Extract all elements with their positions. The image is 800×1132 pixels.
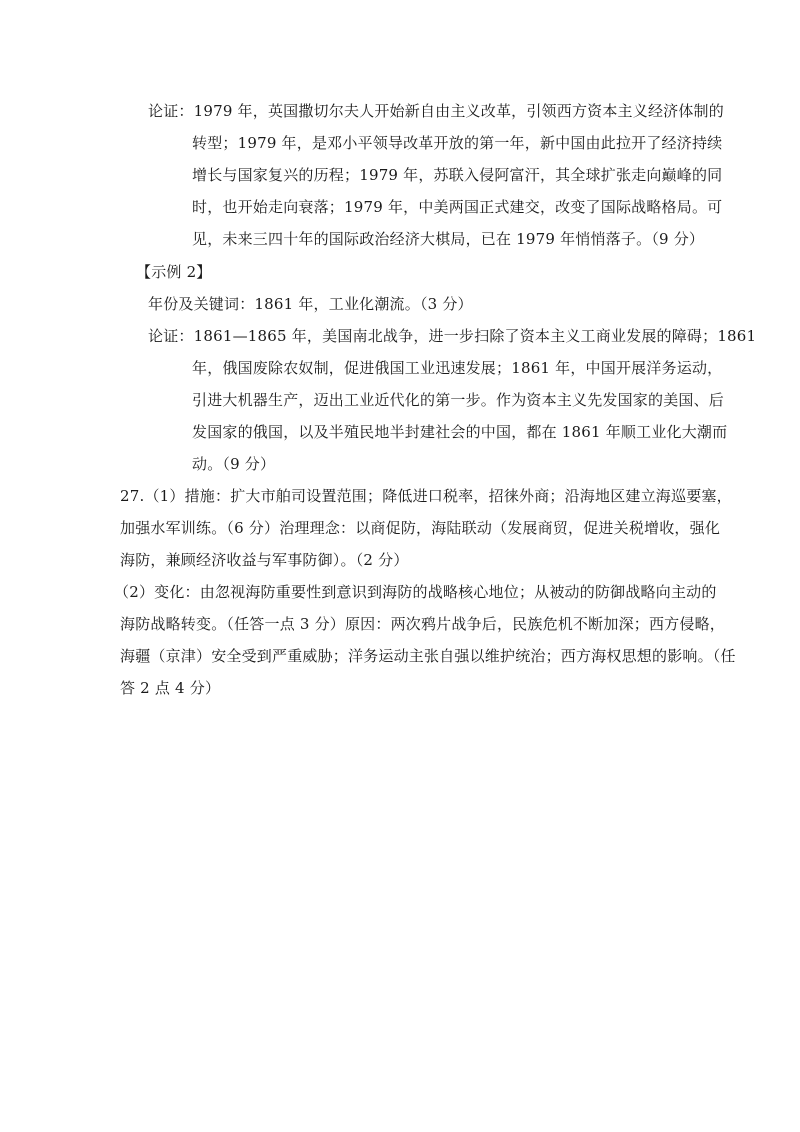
text-line: 时，也开始走向衰落；1979 年，中美两国正式建交，改变了国际战略格局。可 bbox=[192, 198, 723, 216]
text-line: 年份及关键词：1861 年，工业化潮流。（3 分） bbox=[148, 295, 473, 313]
text-line: 加强水军训练。（6 分）治理理念：以商促防，海陆联动（发展商贸，促进关税增收，强化 bbox=[120, 519, 721, 537]
text-line: 见，未来三四十年的国际政治经济大棋局，已在 1979 年悄悄落子。（9 分） bbox=[192, 230, 705, 248]
text-line: 引进大机器生产，迈出工业近代化的第一步。作为资本主义先发国家的美国、后 bbox=[192, 391, 725, 409]
text-line: （2）变化：由忽视海防重要性到意识到海防的战略核心地位；从被动的防御战略向主动的 bbox=[114, 583, 717, 601]
question-27-text: 27.（1）措施：扩大市舶司设置范围；降低进口税率，招徕外商；沿海地区建立海巡要塞， bbox=[120, 487, 732, 505]
text-line: 动。（9 分） bbox=[192, 455, 276, 473]
text-line: 海疆（京津）安全受到严重威胁；洋务运动主张自强以维护统治；西方海权思想的影响。（任 bbox=[120, 647, 736, 665]
text-line: 海防战略转变。（任答一点 3 分）原因：两次鸦片战争后，民族危机不断加深；西方侵略， bbox=[120, 615, 725, 633]
text-line: 增长与国家复兴的历程；1979 年，苏联入侵阿富汗，其全球扩张走向巅峰的同 bbox=[192, 166, 723, 184]
text-line: 年，俄国废除农奴制，促进俄国工业迅速发展；1861 年，中国开展洋务运动， bbox=[192, 359, 723, 377]
example-heading: 【示例 2】 bbox=[136, 263, 212, 281]
text-line: 转型；1979 年，是邓小平领导改革开放的第一年，新中国由此拉开了经济持续 bbox=[192, 134, 723, 152]
text-line: 发国家的俄国，以及半殖民地半封建社会的中国，都在 1861 年顺工业化大潮而 bbox=[192, 423, 728, 441]
text-line: 海防，兼顾经济收益与军事防御）。（2 分） bbox=[120, 551, 409, 569]
text-line: 论证：1861—1865 年，美国南北战争，进一步扫除了资本主义工商业发展的障碍；1861 bbox=[148, 327, 757, 345]
text-line: 答 2 点 4 分） bbox=[120, 679, 221, 697]
text-line: 论证：1979 年，英国撒切尔夫人开始新自由主义改革，引领西方资本主义经济体制的 bbox=[148, 102, 724, 120]
